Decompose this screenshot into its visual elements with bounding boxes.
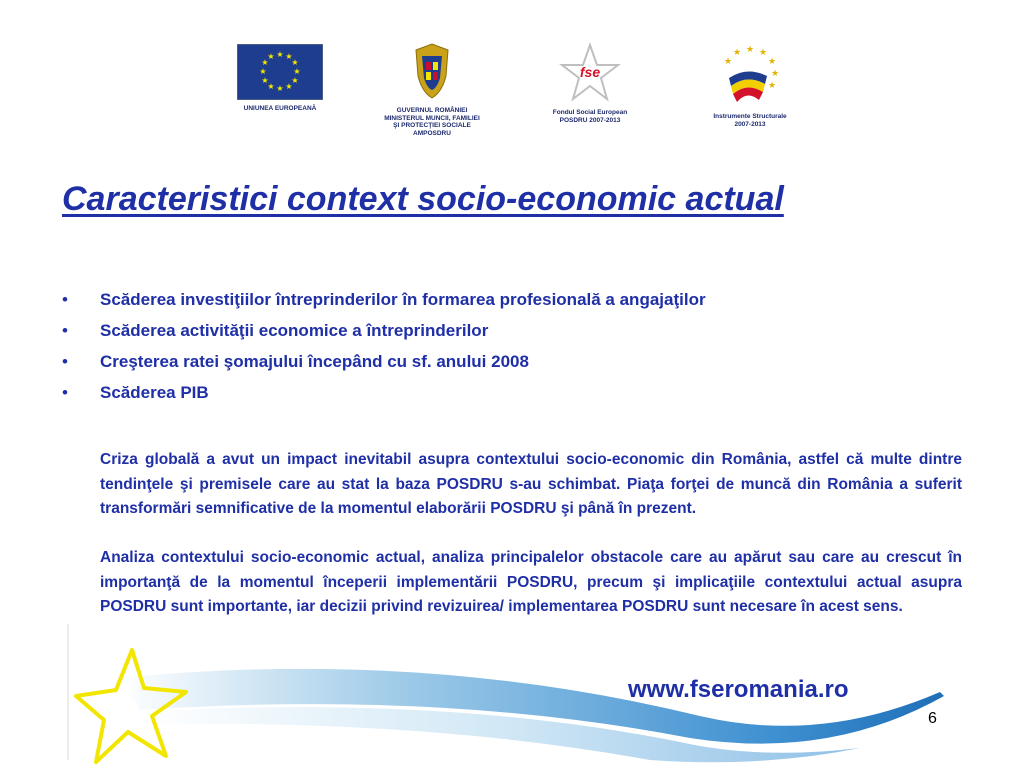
fse-caption-line: POSDRU 2007-2013 — [559, 116, 621, 124]
fse-star-icon — [559, 42, 621, 104]
coat-of-arms-icon — [410, 42, 454, 102]
bullet-icon: • — [62, 352, 68, 371]
svg-text:★: ★ — [285, 82, 293, 91]
government-logo — [378, 42, 486, 137]
government-caption-line: GUVERNUL ROMÂNIEI — [396, 107, 468, 114]
svg-text:★: ★ — [732, 47, 742, 57]
fse-logo — [538, 42, 642, 124]
government-caption-line: AMPOSDRU — [413, 129, 451, 137]
svg-text:★: ★ — [276, 50, 284, 59]
svg-text:★: ★ — [285, 52, 293, 61]
government-caption-line: ŞI PROTECŢIEI SOCIALE — [393, 122, 471, 129]
structural-instruments-caption-line: Instrumente Structurale — [713, 113, 787, 120]
bullet-item — [62, 381, 706, 412]
svg-text:★: ★ — [758, 47, 768, 57]
bullet-icon: • — [62, 383, 68, 402]
svg-text:★: ★ — [291, 76, 299, 85]
svg-text:★: ★ — [291, 58, 299, 67]
bullet-item — [62, 350, 706, 381]
svg-text:★: ★ — [293, 67, 301, 76]
eu-flag-icon — [237, 44, 323, 100]
eu-caption — [232, 105, 328, 113]
bullet-item — [62, 288, 706, 319]
svg-text:★: ★ — [723, 56, 733, 66]
fse-mark: fse — [579, 64, 601, 80]
svg-text:★: ★ — [276, 84, 284, 93]
bullet-text: Scăderea investiţiilor întreprinderilor în formarea profesională a angajaţilor — [100, 290, 706, 309]
bullet-icon: • — [62, 321, 68, 340]
svg-text:★: ★ — [767, 56, 777, 66]
svg-text:★: ★ — [261, 58, 269, 67]
government-caption — [378, 107, 486, 137]
page-number: 6 — [928, 710, 937, 727]
government-caption-line: MINISTERUL MUNCII, FAMILIEI — [384, 114, 480, 122]
svg-text:★: ★ — [767, 80, 777, 90]
bullet-text: Scăderea activităţii economice a întreprinderilor — [100, 321, 489, 340]
structural-instruments-caption-line: 2007-2013 — [734, 120, 766, 128]
bullet-list — [62, 288, 706, 412]
svg-text:★: ★ — [267, 82, 275, 91]
star-outline-icon — [76, 650, 186, 762]
bullet-text: Creşterea ratei şomajului începând cu sf. anului 2008 — [100, 352, 529, 371]
bullet-text: Scăderea PIB — [100, 383, 209, 402]
footer-wave-decoration — [0, 620, 1024, 768]
fse-caption — [538, 109, 642, 124]
eu-logo — [232, 44, 328, 113]
structural-instruments-caption — [700, 113, 800, 128]
website-link[interactable]: www.fseromania.ro — [628, 676, 849, 703]
paragraph-analysis: Analiza contextului socio-economic actual, analiza principalelor obstacole care au apărut sau care au crescut în importanţă de la momentul începerii implementării POSDRU, precum şi implicaţiile contextului actual asupra POSDRU sunt importante, iar decizii privind revizuirea/ implementarea POSDRU sunt necesare în acest sens. — [100, 549, 962, 615]
slide-title: Caracteristici context socio-economic actual — [62, 180, 784, 218]
svg-text:★: ★ — [770, 68, 780, 78]
structural-instruments-icon — [717, 42, 783, 108]
svg-text:★: ★ — [267, 52, 275, 61]
svg-text:★: ★ — [261, 76, 269, 85]
paragraph-crisis: Criza globală a avut un impact inevitabil asupra contextului socio-economic din România, astfel că multe dintre tendinţele şi premisele care au stat la baza POSDRU s-au schimbat. Piaţa forţei de muncă din România a suferit transformări semnificative de la momentul elaborării POSDRU şi până în prezent. — [100, 451, 962, 517]
structural-instruments-logo — [700, 42, 800, 128]
bullet-item — [62, 319, 706, 350]
eu-caption-line: UNIUNEA EUROPEANĂ — [243, 105, 317, 112]
bullet-icon: • — [62, 290, 68, 309]
svg-text:★: ★ — [259, 67, 267, 76]
fse-caption-line: Fondul Social European — [552, 109, 628, 116]
svg-text:★: ★ — [745, 44, 755, 54]
